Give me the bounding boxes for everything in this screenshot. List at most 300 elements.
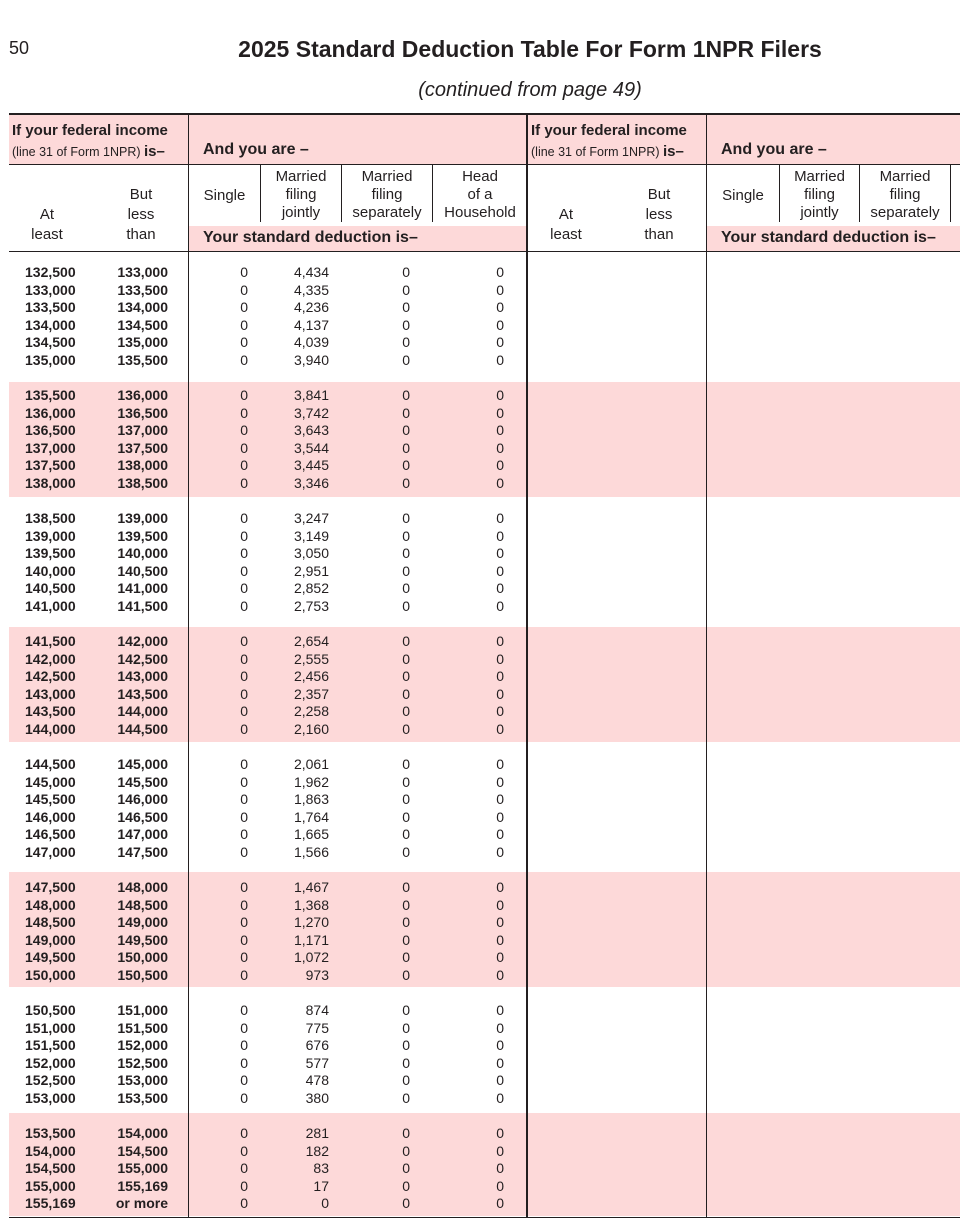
at-least-cell: 140,500 xyxy=(25,580,76,596)
but-less-than-cell: 143,000 xyxy=(117,668,168,684)
table-row xyxy=(0,949,527,967)
hoh-cell: 0 xyxy=(496,1125,504,1141)
single-cell: 0 xyxy=(240,843,248,860)
but-less-than-cell: 148,000 xyxy=(117,879,168,895)
but-less-than-cell: 145,000 xyxy=(117,756,168,772)
single-header-right: Single xyxy=(722,187,764,204)
mfj-cell: 182 xyxy=(305,1142,329,1159)
table-row xyxy=(0,282,527,300)
single-cell: 0 xyxy=(240,1125,248,1141)
mfs-cell: 0 xyxy=(402,791,410,807)
mfs-cell: 0 xyxy=(402,931,410,948)
mfs-cell: 0 xyxy=(402,387,410,403)
mfs-header-left: Married filing separately xyxy=(352,168,422,221)
at-least-cell: 150,500 xyxy=(25,1002,76,1018)
mfj-cell: 2,951 xyxy=(293,562,329,579)
mfj-cell: 3,149 xyxy=(293,527,329,544)
mfs-cell: 0 xyxy=(402,914,410,930)
table-row xyxy=(0,563,527,581)
but-less-than-cell: 134,500 xyxy=(117,316,168,333)
mfj-cell: 1,270 xyxy=(293,914,329,930)
table-row xyxy=(0,1125,527,1143)
at-least-cell: 137,000 xyxy=(25,439,76,456)
at-least-cell: 136,500 xyxy=(25,422,76,438)
table-row xyxy=(0,844,527,862)
but-less-than-cell: 137,500 xyxy=(117,439,168,456)
mfs-cell: 0 xyxy=(402,1142,410,1159)
single-cell: 0 xyxy=(240,808,248,825)
mfs-cell: 0 xyxy=(402,562,410,579)
mfj-cell: 3,940 xyxy=(293,351,329,368)
at-least-cell: 133,500 xyxy=(25,299,76,315)
table-row xyxy=(0,264,527,282)
table-row xyxy=(0,299,527,317)
at-least-cell: 149,500 xyxy=(25,949,76,965)
hoh-cell: 0 xyxy=(496,1142,504,1159)
single-cell: 0 xyxy=(240,387,248,403)
hoh-cell: 0 xyxy=(496,545,504,561)
but-less-than-cell: 142,500 xyxy=(117,650,168,667)
table-row xyxy=(0,317,527,335)
mfj-cell: 1,171 xyxy=(293,931,329,948)
single-cell: 0 xyxy=(240,826,248,842)
hoh-cell: 0 xyxy=(496,527,504,544)
but-less-than-cell: 136,000 xyxy=(117,387,168,403)
but-less-than-cell: 145,500 xyxy=(117,773,168,790)
single-cell: 0 xyxy=(240,703,248,719)
but-less-than-cell: 140,000 xyxy=(117,545,168,561)
but-less-than-cell: 155,000 xyxy=(117,1160,168,1176)
mfj-cell: 3,445 xyxy=(293,457,329,473)
hoh-cell: 0 xyxy=(496,474,504,491)
mfj-header-right: Married filing jointly xyxy=(794,168,845,221)
at-least-cell: 146,500 xyxy=(25,826,76,842)
band-6-right xyxy=(528,872,960,987)
single-cell: 0 xyxy=(240,914,248,930)
mfj-cell: 3,050 xyxy=(293,545,329,561)
mfs-cell: 0 xyxy=(402,1177,410,1194)
mfj-cell: 1,962 xyxy=(293,773,329,790)
but-less-than-cell: 146,500 xyxy=(117,808,168,825)
hoh-cell: 0 xyxy=(496,334,504,350)
at-least-cell: 151,500 xyxy=(25,1037,76,1053)
mfs-cell: 0 xyxy=(402,826,410,842)
at-least-cell: 141,000 xyxy=(25,597,76,614)
single-cell: 0 xyxy=(240,650,248,667)
at-least-cell: 150,000 xyxy=(25,966,76,983)
at-least-cell: 134,500 xyxy=(25,334,76,350)
hoh-cell: 0 xyxy=(496,316,504,333)
table-row xyxy=(0,914,527,932)
mfj-cell: 0 xyxy=(321,1195,329,1211)
at-least-cell: 151,000 xyxy=(25,1019,76,1036)
table-row xyxy=(0,967,527,985)
mfs-cell: 0 xyxy=(402,720,410,737)
mfj-cell: 1,665 xyxy=(293,826,329,842)
but-less-than-cell: 150,500 xyxy=(117,966,168,983)
mfj-cell: 577 xyxy=(305,1054,329,1071)
mfs-cell: 0 xyxy=(402,351,410,368)
mfj-cell: 1,368 xyxy=(293,896,329,913)
mfs-cell: 0 xyxy=(402,1072,410,1088)
at-least-cell: 141,500 xyxy=(25,633,76,649)
single-cell: 0 xyxy=(240,597,248,614)
hoh-cell: 0 xyxy=(496,404,504,421)
mfj-cell: 4,236 xyxy=(293,299,329,315)
at-least-cell: 138,500 xyxy=(25,510,76,526)
mfs-cell: 0 xyxy=(402,527,410,544)
table-row xyxy=(0,721,527,739)
but-less-than-cell: 139,000 xyxy=(117,510,168,526)
single-cell: 0 xyxy=(240,1072,248,1088)
mfs-cell: 0 xyxy=(402,1037,410,1053)
table-row xyxy=(0,897,527,915)
mfj-cell: 1,467 xyxy=(293,879,329,895)
but-less-than-cell: 146,000 xyxy=(117,791,168,807)
table-row xyxy=(0,457,527,475)
at-least-cell: 142,500 xyxy=(25,668,76,684)
but-less-than-cell: 141,000 xyxy=(117,580,168,596)
mfs-cell: 0 xyxy=(402,404,410,421)
mfs-cell: 0 xyxy=(402,580,410,596)
mfj-cell: 973 xyxy=(305,966,329,983)
income-header-left: If your federal income xyxy=(12,122,168,139)
single-cell: 0 xyxy=(240,791,248,807)
but-less-than-cell: 138,500 xyxy=(117,474,168,491)
at-least-cell: 142,000 xyxy=(25,650,76,667)
at-least-cell: 154,000 xyxy=(25,1142,76,1159)
mfs-cell: 0 xyxy=(402,281,410,298)
hoh-cell: 0 xyxy=(496,1160,504,1176)
at-least-cell: 143,000 xyxy=(25,685,76,702)
table-row xyxy=(0,1090,527,1108)
mfs-cell: 0 xyxy=(402,650,410,667)
single-cell: 0 xyxy=(240,773,248,790)
mfs-cell: 0 xyxy=(402,773,410,790)
but-less-than-cell: 148,500 xyxy=(117,896,168,913)
mfj-cell: 2,852 xyxy=(293,580,329,596)
but-less-than-cell: 149,500 xyxy=(117,931,168,948)
hoh-cell: 0 xyxy=(496,896,504,913)
table-row xyxy=(0,668,527,686)
at-least-cell: 152,000 xyxy=(25,1054,76,1071)
hoh-cell: 0 xyxy=(496,264,504,280)
but-less-than-cell: 138,000 xyxy=(117,457,168,473)
mfj-cell: 4,335 xyxy=(293,281,329,298)
mfj-cell: 2,160 xyxy=(293,720,329,737)
single-cell: 0 xyxy=(240,474,248,491)
at-least-cell: 155,000 xyxy=(25,1177,76,1194)
mfj-cell: 676 xyxy=(305,1037,329,1053)
and-you-are-right: And you are – xyxy=(721,141,827,158)
table-row xyxy=(0,475,527,493)
but-less-than-cell: 152,000 xyxy=(117,1037,168,1053)
page-subtitle: (continued from page 49) xyxy=(418,79,642,101)
at-least-cell: 138,000 xyxy=(25,474,76,491)
mfj-cell: 1,764 xyxy=(293,808,329,825)
but-less-than-cell: 147,000 xyxy=(117,826,168,842)
but-less-than-cell: 140,500 xyxy=(117,562,168,579)
but-less-than-cell: 144,500 xyxy=(117,720,168,737)
at-least-cell: 152,500 xyxy=(25,1072,76,1088)
mfs-cell: 0 xyxy=(402,545,410,561)
mfs-cell: 0 xyxy=(402,1054,410,1071)
mfj-cell: 3,346 xyxy=(293,474,329,491)
mfs-cell: 0 xyxy=(402,949,410,965)
single-cell: 0 xyxy=(240,668,248,684)
single-cell: 0 xyxy=(240,1089,248,1106)
mfs-header-right: Married filing separately xyxy=(870,168,940,221)
but-less-than-header-right: But less than xyxy=(644,186,674,243)
table-row xyxy=(0,1195,527,1213)
mfj-cell: 83 xyxy=(313,1160,329,1176)
single-cell: 0 xyxy=(240,1002,248,1018)
at-least-cell: 148,000 xyxy=(25,896,76,913)
mfs-cell: 0 xyxy=(402,334,410,350)
hoh-cell: 0 xyxy=(496,387,504,403)
at-least-cell: 133,000 xyxy=(25,281,76,298)
at-least-cell: 139,000 xyxy=(25,527,76,544)
band-2-right xyxy=(528,382,960,497)
hoh-cell: 0 xyxy=(496,633,504,649)
at-least-header-left: At least xyxy=(31,206,63,243)
mfs-cell: 0 xyxy=(402,966,410,983)
table-row xyxy=(0,756,527,774)
mfj-cell: 3,742 xyxy=(293,404,329,421)
mfs-cell: 0 xyxy=(402,439,410,456)
but-less-than-cell: or more xyxy=(115,1195,168,1211)
income-header-right: If your federal income xyxy=(531,122,687,139)
at-least-cell: 139,500 xyxy=(25,545,76,561)
table-row xyxy=(0,528,527,546)
single-cell: 0 xyxy=(240,545,248,561)
single-cell: 0 xyxy=(240,527,248,544)
but-less-than-cell: 155,169 xyxy=(117,1177,168,1194)
table-row xyxy=(0,686,527,704)
single-cell: 0 xyxy=(240,966,248,983)
but-less-than-cell: 136,500 xyxy=(117,404,168,421)
mfs-cell: 0 xyxy=(402,756,410,772)
column-header-rule xyxy=(9,251,960,252)
at-least-header-right: At least xyxy=(550,206,582,243)
hoh-cell: 0 xyxy=(496,1002,504,1018)
but-less-than-cell: 154,000 xyxy=(117,1125,168,1141)
at-least-cell: 155,169 xyxy=(25,1195,76,1211)
at-least-cell: 136,000 xyxy=(25,404,76,421)
single-cell: 0 xyxy=(240,1142,248,1159)
mfs-cell: 0 xyxy=(402,633,410,649)
but-less-than-cell: 152,500 xyxy=(117,1054,168,1071)
single-cell: 0 xyxy=(240,422,248,438)
mfs-cell: 0 xyxy=(402,597,410,614)
but-less-than-cell: 135,000 xyxy=(117,334,168,350)
at-least-cell: 132,500 xyxy=(25,264,76,280)
mfs-cell: 0 xyxy=(402,457,410,473)
hoh-cell: 0 xyxy=(496,510,504,526)
single-cell: 0 xyxy=(240,1019,248,1036)
table-row xyxy=(0,580,527,598)
page-number: 50 xyxy=(9,38,30,58)
mfj-cell: 4,039 xyxy=(293,334,329,350)
hoh-cell: 0 xyxy=(496,843,504,860)
single-cell: 0 xyxy=(240,562,248,579)
hoh-cell: 0 xyxy=(496,299,504,315)
mfs-cell: 0 xyxy=(402,1019,410,1036)
header-rule xyxy=(9,164,960,165)
hoh-cell: 0 xyxy=(496,703,504,719)
at-least-cell: 154,500 xyxy=(25,1160,76,1176)
at-least-cell: 145,500 xyxy=(25,791,76,807)
single-cell: 0 xyxy=(240,1177,248,1194)
table-row xyxy=(0,1020,527,1038)
but-less-than-cell: 143,500 xyxy=(117,685,168,702)
hoh-cell: 0 xyxy=(496,1089,504,1106)
hoh-cell: 0 xyxy=(496,1054,504,1071)
mfj-cell: 478 xyxy=(305,1072,329,1088)
at-least-cell: 137,500 xyxy=(25,457,76,473)
table-row xyxy=(0,440,527,458)
table-row xyxy=(0,1072,527,1090)
at-least-cell: 145,000 xyxy=(25,773,76,790)
mfj-cell: 874 xyxy=(305,1002,329,1018)
but-less-than-cell: 137,000 xyxy=(117,422,168,438)
table-row xyxy=(0,1160,527,1178)
hoh-cell: 0 xyxy=(496,668,504,684)
at-least-cell: 144,500 xyxy=(25,756,76,772)
mfj-cell: 2,061 xyxy=(293,756,329,772)
mfs-cell: 0 xyxy=(402,685,410,702)
mfj-cell: 2,357 xyxy=(293,685,329,702)
table-row xyxy=(0,932,527,950)
hoh-cell: 0 xyxy=(496,1019,504,1036)
at-least-cell: 135,500 xyxy=(25,387,76,403)
but-less-than-cell: 153,500 xyxy=(117,1089,168,1106)
table-row xyxy=(0,1055,527,1073)
hoh-cell: 0 xyxy=(496,1072,504,1088)
hoh-cell: 0 xyxy=(496,650,504,667)
mfs-cell: 0 xyxy=(402,808,410,825)
mfj-cell: 4,137 xyxy=(293,316,329,333)
mfs-cell: 0 xyxy=(402,264,410,280)
income-subheader-left: (line 31 of Form 1NPR) is– xyxy=(12,143,165,160)
mfs-cell: 0 xyxy=(402,299,410,315)
mfs-cell: 0 xyxy=(402,1002,410,1018)
hoh-cell: 0 xyxy=(496,1195,504,1211)
mfj-cell: 2,654 xyxy=(293,633,329,649)
but-less-than-cell: 133,500 xyxy=(117,281,168,298)
table-row xyxy=(0,405,527,423)
single-cell: 0 xyxy=(240,439,248,456)
mfs-cell: 0 xyxy=(402,316,410,333)
table-row xyxy=(0,879,527,897)
but-less-than-cell: 144,000 xyxy=(117,703,168,719)
single-cell: 0 xyxy=(240,931,248,948)
table-row xyxy=(0,1037,527,1055)
page-title: 2025 Standard Deduction Table For Form 1NPR Filers xyxy=(238,36,822,62)
mfj-cell: 3,247 xyxy=(293,510,329,526)
table-row xyxy=(0,791,527,809)
table-row xyxy=(0,510,527,528)
mfs-cell: 0 xyxy=(402,668,410,684)
but-less-than-cell: 147,500 xyxy=(117,843,168,860)
at-least-cell: 147,500 xyxy=(25,879,76,895)
but-less-than-header-left: But less than xyxy=(126,186,156,243)
mfs-cell: 0 xyxy=(402,1089,410,1106)
at-least-cell: 134,000 xyxy=(25,316,76,333)
hoh-cell: 0 xyxy=(496,914,504,930)
table-row xyxy=(0,633,527,651)
at-least-cell: 153,500 xyxy=(25,1125,76,1141)
at-least-cell: 144,000 xyxy=(25,720,76,737)
but-less-than-cell: 142,000 xyxy=(117,633,168,649)
single-cell: 0 xyxy=(240,879,248,895)
mfs-cell: 0 xyxy=(402,474,410,491)
deduction-header-right: Your standard deduction is– xyxy=(721,229,936,246)
at-least-cell: 153,000 xyxy=(25,1089,76,1106)
mfj-cell: 2,753 xyxy=(293,597,329,614)
table-row xyxy=(0,774,527,792)
table-row xyxy=(0,545,527,563)
single-cell: 0 xyxy=(240,457,248,473)
mfj-cell: 380 xyxy=(305,1089,329,1106)
hoh-cell: 0 xyxy=(496,685,504,702)
hoh-cell: 0 xyxy=(496,826,504,842)
at-least-cell: 149,000 xyxy=(25,931,76,948)
table-top-rule xyxy=(9,113,960,115)
mfs-cell: 0 xyxy=(402,510,410,526)
and-you-are-left: And you are – xyxy=(203,141,309,158)
mfs-cell: 0 xyxy=(402,422,410,438)
hoh-cell: 0 xyxy=(496,351,504,368)
hoh-cell: 0 xyxy=(496,808,504,825)
table-row xyxy=(0,598,527,616)
table-row xyxy=(0,422,527,440)
hoh-cell: 0 xyxy=(496,580,504,596)
single-cell: 0 xyxy=(240,281,248,298)
mfj-cell: 1,566 xyxy=(293,843,329,860)
mfj-cell: 2,258 xyxy=(293,703,329,719)
hoh-cell: 0 xyxy=(496,1177,504,1194)
table-row xyxy=(0,334,527,352)
mfj-cell: 3,544 xyxy=(293,439,329,456)
single-header-left: Single xyxy=(203,187,246,204)
mfs-cell: 0 xyxy=(402,1160,410,1176)
deduction-header-left: Your standard deduction is– xyxy=(203,229,418,246)
band-8-right xyxy=(528,1113,960,1216)
but-less-than-cell: 154,500 xyxy=(117,1142,168,1159)
but-less-than-cell: 153,000 xyxy=(117,1072,168,1088)
hoh-cell: 0 xyxy=(496,422,504,438)
hoh-cell: 0 xyxy=(496,457,504,473)
single-cell: 0 xyxy=(240,334,248,350)
at-least-cell: 147,000 xyxy=(25,843,76,860)
but-less-than-cell: 134,000 xyxy=(117,299,168,315)
single-cell: 0 xyxy=(240,896,248,913)
at-least-cell: 148,500 xyxy=(25,914,76,930)
income-subheader-right: (line 31 of Form 1NPR) is– xyxy=(531,143,684,160)
single-cell: 0 xyxy=(240,1195,248,1211)
table-row xyxy=(0,1002,527,1020)
mfj-cell: 2,555 xyxy=(293,650,329,667)
mfj-cell: 1,072 xyxy=(293,949,329,965)
hoh-cell: 0 xyxy=(496,720,504,737)
mfj-cell: 3,841 xyxy=(293,387,329,403)
hoh-cell: 0 xyxy=(496,756,504,772)
table-row xyxy=(0,1143,527,1161)
table-row xyxy=(0,651,527,669)
but-less-than-cell: 135,500 xyxy=(117,351,168,368)
but-less-than-cell: 141,500 xyxy=(117,597,168,614)
